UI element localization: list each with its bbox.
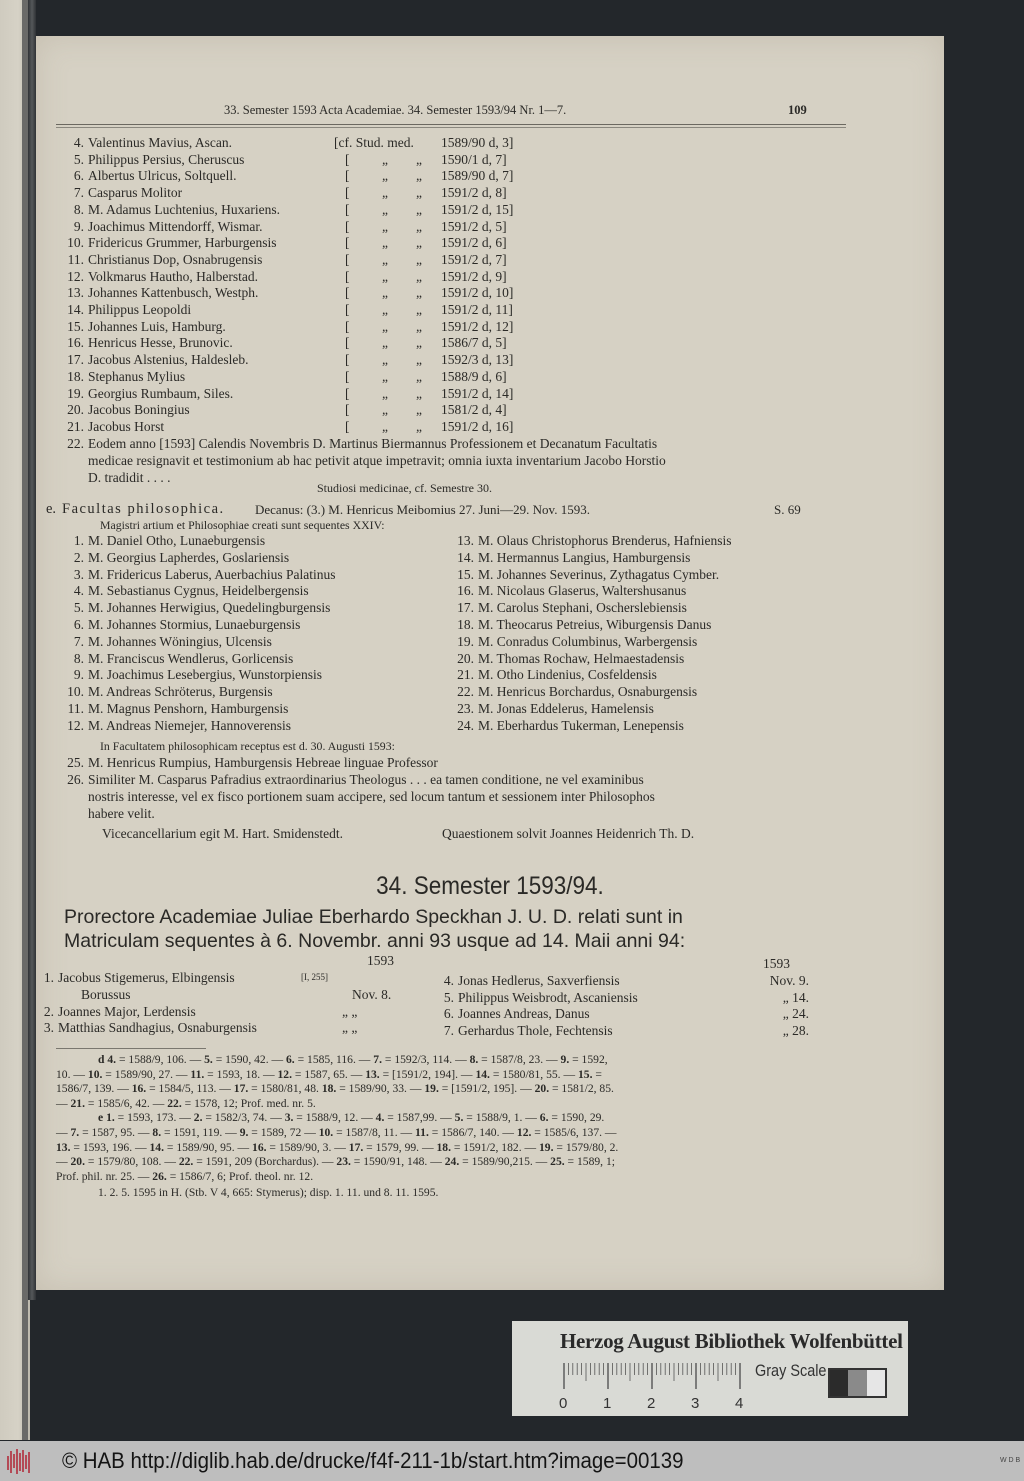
graduate-name: M. Fridericus Laberus, Auerbachius Palatinus [88,566,336,582]
ditto-mark: „ [416,201,422,217]
item-number: 15. [457,566,474,582]
gray-scale-label: Gray Scale [755,1361,827,1380]
ditto-mark: „ [382,302,388,317]
student-name-cont: Borussus [81,987,131,1002]
subheading-line: Prorectore Academiae Juliae Eberhardo Speckhan J. U. D. relati sunt in [64,906,683,928]
graduate-name: M. Eberhardus Tukerman, Lenepensis [478,717,684,733]
item-number: 12. [67,717,84,733]
ditto-mark: „ [382,385,388,401]
list-item [434,1023,834,1040]
student-name: Volkmarus Hautho, Halberstad. [88,268,258,284]
gray-swatch-cell [848,1370,866,1396]
list-item [446,651,826,668]
list-item [36,252,836,269]
enrollment-date: „ 28. [782,1023,809,1039]
item-number: 17. [457,600,474,616]
enrollment-date: „ 14. [782,989,809,1005]
list-item [56,533,436,550]
ditto-mark: „ [382,185,388,201]
ditto-mark: „ [416,235,422,251]
ruler-label: 3 [691,1395,700,1412]
student-name: Georgius Rumbaum, Siles. [88,385,234,401]
footnote-line: d 4. = 1588/9, 106. — 5. = 1590, 42. — 6. = 1585, 116. — 7. = 1592/3, 114. — 8. = 1587/8, 23. — 9. = 1592, [98,1053,608,1066]
gray-scale-swatch [828,1368,887,1398]
item-number: 8. [73,650,84,666]
graduate-name: M. Magnus Penshorn, Hamburgensis [88,701,289,716]
ditto-mark: „ [416,385,422,401]
item-number: 6. [73,168,84,184]
list-item [36,335,836,352]
reference-bracket: [ [345,235,350,251]
list-item [36,269,836,286]
ditto-mark: „ [416,218,422,234]
list-item [56,667,436,684]
item-number: 18. [457,617,474,632]
item-number: 6. [73,617,84,632]
color-reference-card [512,1321,908,1416]
footer-mark: W D B [1000,1457,1021,1464]
graduate-name: M. Andreas Schröterus, Burgensis [88,684,273,700]
graduate-name: M. Jonas Eddelerus, Hamelensis [478,701,654,716]
item-number: 9. [73,667,84,683]
graduate-name: M. Franciscus Wendlerus, Gorlicensis [88,650,294,666]
list-item [36,419,836,436]
reference-bracket: [ [345,251,350,267]
note-number: 22. [67,436,84,451]
list-item [446,550,826,567]
ruler-label: 2 [647,1395,656,1412]
list-item [36,369,836,386]
ditto-mark: „ [382,218,388,234]
list-item [56,600,436,617]
reference-value: 1591/2 d, 10] [441,285,514,301]
footnote-line: 1586/7, 139. — 16. = 1584/5, 113. — 17. = 1580/81, 48. 18. = 1589/90, 33. — 19. = [1591/2, 195]. — 20. = 1581/2, 85. [56,1082,614,1096]
item-number: 16. [67,335,84,351]
list-item [36,402,836,419]
received-intro: In Facultatem philosophicam receptus est d. 30. Augusti 1593: [100,739,395,753]
subheading-line: Matriculam sequentes à 6. Novembr. anni 93 usque ad 14. Maii anni 94: [64,930,686,952]
item-number: 20. [67,402,84,418]
item-number: 19. [67,385,84,401]
item-number: 26. [67,772,84,787]
student-name: Jonas Hedlerus, Saxverfiensis [458,973,620,988]
list-item [36,386,836,403]
item-number: 8. [73,201,84,217]
item-26-line: nostris interesse, vel ex fisco portionem suam accipere, sed locum tantum et sessionem inter Philosophos [88,789,655,804]
ditto-mark: „ [416,418,422,434]
ditto-mark: „ [416,251,422,267]
ditto-mark: „ [382,368,388,384]
questio: Quaestionem solvit Joannes Heidenrich Th. D. [442,826,695,841]
note-line: D. tradidit . . . . [88,470,171,485]
graduate-name: M. Carolus Stephani, Oscherslebiensis [478,600,687,616]
student-name: Joachimus Mittendorff, Wismar. [88,218,263,234]
list-item [56,634,436,651]
reference-value: 1590/1 d, 7] [441,151,507,167]
graduate-name: M. Andreas Niemejer, Hannoverensis [88,717,292,733]
ditto-mark: „ [416,352,422,368]
ditto-mark: „ [416,268,422,284]
reference-value: 1586/7 d, 5] [441,335,507,351]
reference-value: 1591/2 d, 6] [441,235,507,251]
reference-value: 1592/3 d, 13] [441,352,514,368]
item-number: 13. [67,285,84,301]
item-number: 1. [43,970,54,985]
list-item [446,634,826,651]
footnote-line: 10. — 10. = 1589/90, 27. — 11. = 1593, 18. — 12. = 1587, 65. — 13. = [1591/2, 194]. — 14. = 1580/81, 55. — 15. = [56,1067,602,1081]
item-number: 2. [73,549,84,565]
enrollment-date: „ 24. [782,1006,809,1022]
list-item [446,684,826,701]
year-label: 1593 [367,953,394,968]
footnote-line: Prof. phil. nr. 25. — 26. = 1586/7, 6; Prof. theol. nr. 12. [56,1169,314,1183]
item-number: 7. [443,1023,454,1039]
dean-ref: S. 69 [774,502,801,517]
list-item [446,583,826,600]
list-item [56,651,436,668]
item-number: 4. [443,973,454,988]
list-item [36,202,836,219]
ditto-mark: „ [416,302,422,317]
reference-value: 1591/2 d, 9] [441,268,507,284]
reference-bracket: [ [345,368,350,384]
scanned-page [36,36,944,1290]
enrollment-date: Nov. 9. [769,973,809,988]
item-25: M. Henricus Rumpius, Hamburgensis Hebreae linguae Professor [88,755,438,770]
footnote-line: — 20. = 1579/80, 108. — 22. = 1591, 209 (Borchardus). — 23. = 1590/91, 148. — 24. = 1589/90,215. — 25. = 1589, 1; [56,1155,615,1169]
ditto-mark: „ [416,402,422,418]
student-name: Casparus Molitor [88,185,183,201]
ditto-mark: „ [382,151,388,167]
ditto-mark: „ [382,201,388,217]
library-name: Herzog August Bibliothek Wolfenbüttel [560,1329,903,1353]
intro-line: Magistri artium et Philosophiae creati sunt sequentes XXIV: [100,518,385,532]
student-name: Philippus Persius, Cheruscus [88,151,245,167]
item-number: 19. [457,633,474,649]
reference-value: 1591/2 d, 16] [441,418,514,434]
item-number: 9. [73,218,84,234]
item-number: 18. [67,368,84,384]
list-item [56,583,436,600]
reference-value: 1591/2 d, 5] [441,218,507,234]
reference-bracket: [ [345,151,350,167]
ruler-label: 0 [559,1395,568,1412]
list-item [36,970,396,987]
item-number: 11. [67,701,84,716]
list-item [434,1006,834,1023]
item-number: 1. [73,533,84,548]
graduate-name: M. Theocarus Petreius, Wiburgensis Danus [478,617,712,632]
reference-value: 1589/90 d, 7] [441,168,514,184]
reference-bracket: [ [345,402,350,418]
item-number: 13. [457,533,474,548]
graduate-name: M. Johannes Stormius, Lunaeburgensis [88,617,301,632]
list-item [446,667,826,684]
gray-swatch-cell [867,1370,885,1396]
reference-value: 1591/2 d, 7] [441,251,507,267]
student-name: Joannes Andreas, Danus [458,1006,590,1022]
reference-bracket: [ [345,318,350,334]
reference-bracket: [ [345,385,350,401]
ditto-mark: „ [382,402,388,418]
item-number: 10. [67,684,84,700]
header-rule [56,124,846,125]
enrollment-date: Nov. 8. [352,987,392,1002]
reference-bracket: [ [345,218,350,234]
dean-line: Decanus: (3.) M. Henricus Meibomius 27. Juni—29. Nov. 1593. [255,502,590,517]
student-name: Jacobus Stigemerus, Elbingensis [58,970,235,985]
list-item [36,235,836,252]
item-number: 5. [443,989,454,1005]
footnote-line: e 1. = 1593, 173. — 2. = 1582/3, 74. — 3. = 1588/9, 12. — 4. = 1587,99. — 5. = 1588/9, 1. — 6. = 1590, 29. [98,1111,605,1125]
item-number: 25. [67,755,84,770]
student-name: M. Adamus Luchtenius, Huxariens. [88,201,280,217]
section-heading: 34. Semester 1593/94. [376,872,604,900]
list-item [446,600,826,617]
student-name: Philippus Leopoldi [88,302,192,317]
graduate-name: M. Johannes Herwigius, Quedelingburgensis [88,600,331,616]
item-number: 15. [67,318,84,334]
reference-bracket: [ [345,335,350,351]
list-item [56,718,436,735]
reference-bracket: [ [345,302,350,317]
ditto-mark: „ [416,368,422,384]
student-name: Joannes Major, Lerdensis [58,1004,196,1019]
item-number: 17. [67,352,84,368]
reference-value: 1591/2 d, 8] [441,185,507,201]
graduate-name: M. Henricus Borchardus, Osnaburgensis [478,684,698,700]
item-number: 20. [457,650,474,666]
reference-bracket: [ [345,418,350,434]
reference-value: 1591/2 d, 12] [441,318,514,334]
item-number: 14. [67,302,84,317]
enrollment-date: „ „ [342,1004,358,1019]
header-rule [56,127,846,128]
graduate-name: M. Otho Lindenius, Cosfeldensis [478,667,657,683]
student-name: Jacobus Alstenius, Haldesleb. [88,352,249,368]
graduate-name: M. Johannes Wöningius, Ulcensis [88,633,272,649]
graduate-name: M. Hermannus Langius, Hamburgensis [478,549,691,565]
book-spine [28,0,36,1300]
ditto-mark: „ [416,285,422,301]
student-name: Gerhardus Thole, Fechtensis [458,1023,613,1039]
reference-bracket: [ [345,352,350,368]
ditto-mark: „ [416,335,422,351]
graduate-name: M. Johannes Severinus, Zythagatus Cymber. [478,566,720,582]
reference-bracket: [ [345,268,350,284]
gray-swatch-cell [830,1370,848,1396]
list-item [36,352,836,369]
list-item [36,185,836,202]
ruler-label: 1 [603,1395,612,1412]
item-number: 24. [457,717,474,733]
ditto-mark: „ [382,235,388,251]
list-item [56,550,436,567]
item-number: 14. [457,549,474,565]
list-item [36,285,836,302]
list-item [36,319,836,336]
footnote-line: 1. 2. 5. 1595 in H. (Stb. V 4, 665: Stymerus); disp. 1. 11. und 8. 11. 1595. [98,1186,439,1200]
item-26-line: habere velit. [88,806,155,821]
item-number: 5. [73,600,84,616]
list-item [36,168,836,185]
footnote-rule [56,1048,206,1049]
footnote-line: 13. = 1593, 196. — 14. = 1589/90, 95. — 16. = 1589/90, 3. — 17. = 1579, 99. — 18. = 1591/2, 182. — 19. = 1579/80, 2. [56,1140,619,1154]
ditto-mark: „ [382,335,388,351]
student-name: Philippus Weisbrodt, Ascaniensis [458,989,638,1005]
reference-value: 1591/2 d, 11] [441,302,513,317]
ditto-mark: „ [416,318,422,334]
copyright-url[interactable]: © HAB http://diglib.hab.de/drucke/f4f-211-1b/start.htm?image=00139 [62,1448,684,1473]
item-number: 7. [73,633,84,649]
ditto-mark: „ [416,151,422,167]
item-number: 3. [43,1020,54,1035]
student-name: Jacobus Horst [88,418,165,434]
student-name: Johannes Kattenbusch, Westph. [88,285,259,301]
list-item [36,152,836,169]
list-item [446,567,826,584]
ditto-mark: „ [382,285,388,301]
item-number: 3. [73,566,84,582]
ditto-mark: „ [382,251,388,267]
student-name: Matthias Sandhagius, Osnaburgensis [58,1020,257,1035]
hab-logo-icon[interactable] [6,1446,30,1476]
item-number: 22. [457,684,474,700]
list-item [434,973,834,990]
ditto-mark: „ [382,168,388,184]
graduate-name: M. Nicolaus Glaserus, Waltershusanus [478,583,687,599]
list-item [56,684,436,701]
page-number: 109 [788,103,807,117]
ruler-label: 4 [735,1395,744,1412]
reference-bracket: [ [345,201,350,217]
graduate-name: M. Sebastianus Cygnus, Heidelbergensis [88,583,309,599]
list-item [56,617,436,634]
student-name: Jacobus Boningius [88,402,190,418]
ditto-mark: „ [416,185,422,201]
list-item [36,219,836,236]
item-number: 7. [73,185,84,201]
reference-note: [I, 255] [301,972,328,982]
list-item [36,302,836,319]
ditto-mark: „ [382,268,388,284]
item-number: 11. [67,251,84,267]
footer-bar [0,1441,1024,1481]
list-item [36,135,836,152]
graduate-name: M. Thomas Rochaw, Helmaestadensis [478,650,685,666]
list-item [56,567,436,584]
student-name: Henricus Hesse, Brunovic. [88,335,233,351]
item-26-line: Similiter M. Casparus Pafradius extraordinarius Theologus . . . ea tamen conditione, ne vel examinibus [88,772,644,787]
list-item [36,1020,396,1037]
section-title: Facultas philosophica. [62,501,225,517]
reference-bracket: [ [345,168,350,184]
list-item [446,617,826,634]
ditto-mark: „ [382,418,388,434]
footnote-line: — 7. = 1587, 95. — 8. = 1591, 119. — 9. = 1589, 72 — 10. = 1587/8, 11. — 11. = 1586/7, 140. — 12. = 1585/6, 137. — [56,1126,617,1139]
running-head: 33. Semester 1593 Acta Academiae. 34. Semester 1593/94 Nr. 1—7. [224,103,567,117]
item-number: 23. [457,701,474,716]
vicecancellarius: Vicecancellarium egit M. Hart. Smidenstedt. [102,826,343,841]
reference-value: 1591/2 d, 14] [441,385,514,401]
graduate-name: M. Daniel Otho, Lunaeburgensis [88,533,266,548]
ditto-mark: „ [382,352,388,368]
graduate-name: M. Olaus Christophorus Brenderus, Hafniensis [478,533,732,548]
item-number: 4. [73,135,84,150]
item-number: 21. [457,667,474,683]
list-item [446,718,826,735]
student-name: Stephanus Mylius [88,368,186,384]
graduate-name: M. Joachimus Lesebergius, Wunstorpiensis [88,667,323,683]
student-name: Fridericus Grummer, Harburgensis [88,235,277,251]
reference-bracket: [ [345,185,350,201]
year-label: 1593 [763,956,790,971]
reference-value: 1581/2 d, 4] [441,402,507,418]
student-name: Johannes Luis, Hamburg. [88,318,226,334]
footnote-line: — 21. = 1585/6, 42. — 22. = 1578, 12; Prof. med. nr. 5. [56,1096,316,1110]
list-item [434,990,834,1007]
graduate-name: M. Georgius Lapherdes, Goslariensis [88,549,290,565]
section-letter: e. [46,501,57,517]
graduate-name: M. Conradus Columbinus, Warbergensis [478,633,698,649]
note-line: medicae resignavit et testimonium ab hac petivit atque impetravit; omnia iuxta inventarium Jacobo Horstio [88,453,666,468]
note-centered: Studiosi medicinae, cf. Semestre 30. [317,481,492,495]
ditto-mark: „ [382,318,388,334]
item-number: 5. [73,151,84,167]
ditto-mark: „ [416,168,422,184]
reference-value: 1589/90 d, 3] [441,135,514,150]
student-name: Albertus Ulricus, Soltquell. [88,168,237,184]
list-item [446,533,826,550]
ruler-icon [562,1363,742,1391]
list-item [36,1004,396,1021]
enrollment-date: „ „ [342,1020,358,1035]
reference-value: 1591/2 d, 15] [441,201,514,217]
note-line: Eodem anno [1593] Calendis Novembris D. Martinus Biermannus Professionem et Decanatum Facultatis [88,436,658,451]
reference-value: 1588/9 d, 6] [441,368,507,384]
list-item [446,701,826,718]
reference-bracket: [ [345,285,350,301]
student-name: Valentinus Mavius, Ascan. [88,135,232,150]
reference-bracket: [cf. Stud. med. [334,135,414,150]
item-number: 12. [67,268,84,284]
list-item [56,701,436,718]
item-number: 10. [67,235,84,251]
item-number: 16. [457,583,474,599]
item-number: 4. [73,583,84,599]
item-number: 6. [443,1006,454,1022]
item-number: 21. [67,418,84,434]
item-number: 2. [43,1004,54,1019]
student-name: Christianus Dop, Osnabrugensis [88,251,263,267]
